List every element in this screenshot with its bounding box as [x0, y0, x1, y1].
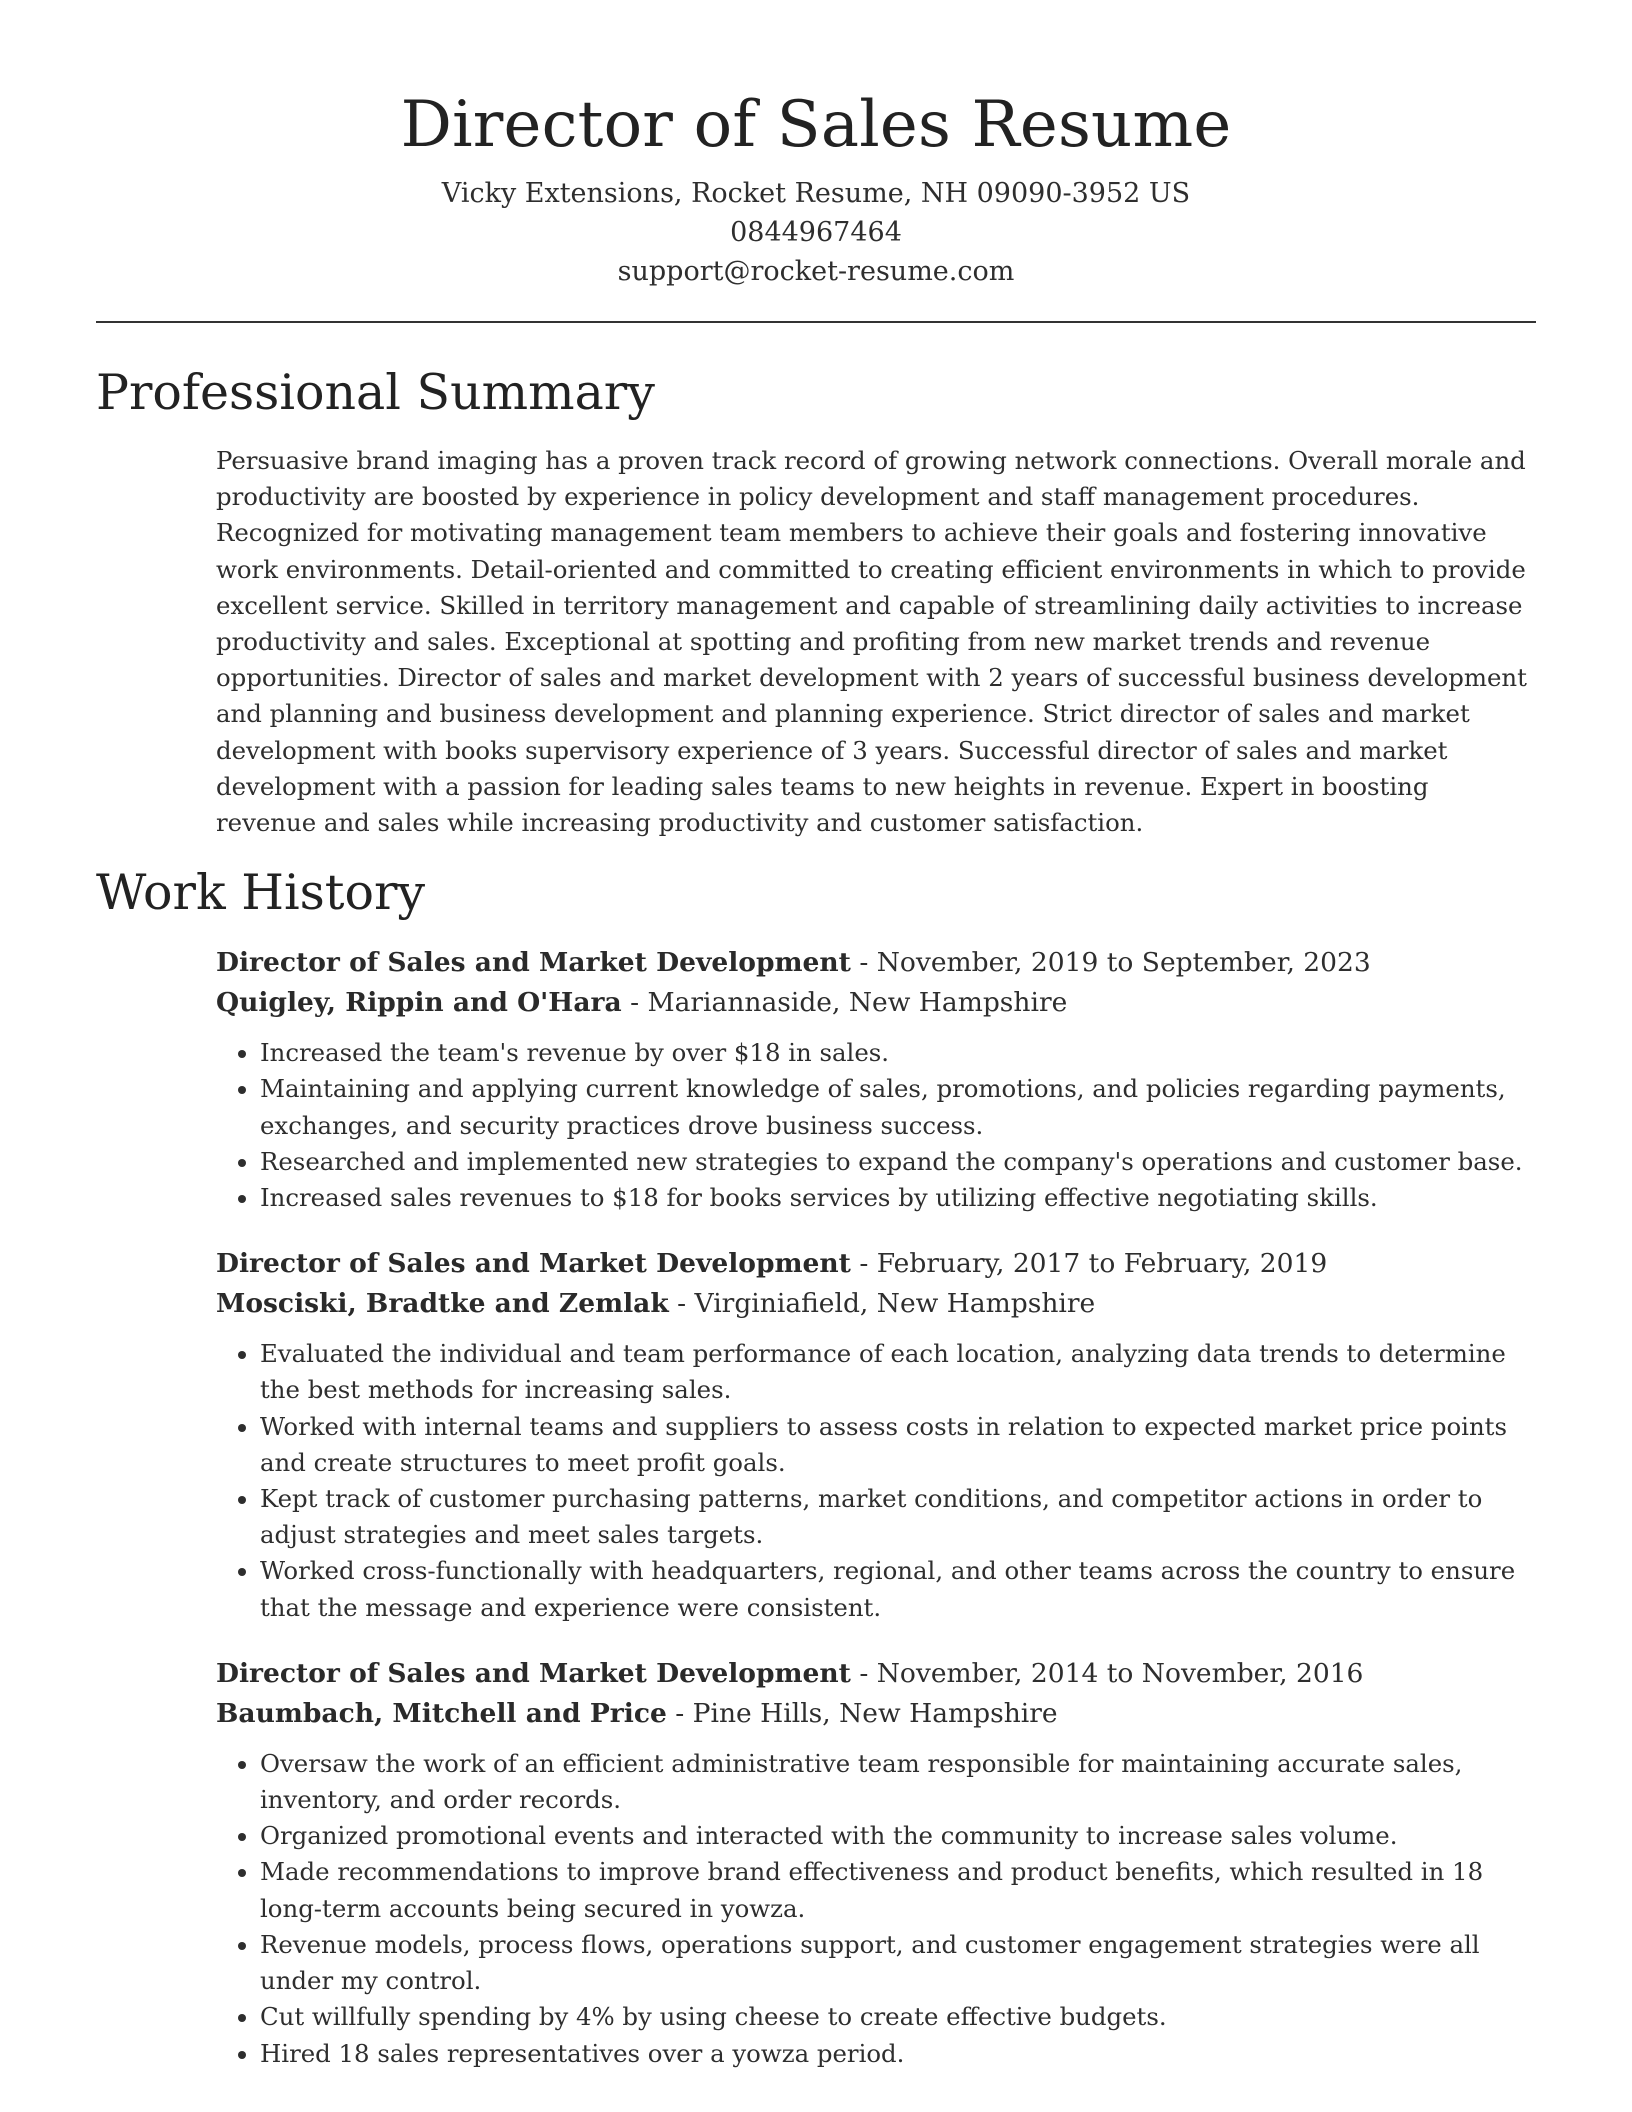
- job-bullet: • Kept track of customer purchasing patterns, market conditions, and competitor actions in order to adjust strategies and meet sales targets.: [260, 1481, 1536, 1553]
- contact-phone: 0844967464: [730, 217, 902, 248]
- resume-page: [96, 80, 1536, 2072]
- resume-title: Director of Sales Resume: [400, 88, 1232, 162]
- job-company: Baumbach, Mitchell and Price: [216, 1697, 667, 1729]
- job-bullet: • Organized promotional events and interacted with the community to increase sales volume.: [260, 1818, 1536, 1854]
- job-bullets: [216, 1746, 1536, 2072]
- job-bullet: • Made recommendations to improve brand effectiveness and product benefits, which resulted in 18 long-term accounts being secured in yowza.: [260, 1854, 1536, 1926]
- job-company-line: [216, 983, 1536, 1023]
- job-location: Virginiafield, New Hampshire: [694, 1288, 1096, 1320]
- separator: -: [850, 1248, 877, 1280]
- job-company-line: [216, 1694, 1536, 1734]
- work-history-list: [96, 943, 1536, 2071]
- separator: -: [850, 947, 877, 979]
- job-title-line: [216, 943, 1536, 983]
- separator: -: [621, 987, 648, 1019]
- job-bullet: • Hired 18 sales representatives over a yowza period.: [260, 2036, 1536, 2072]
- job-company-line: [216, 1284, 1536, 1324]
- job-bullet: • Evaluated the individual and team performance of each location, analyzing data trends to determine the best methods for increasing sales.: [260, 1336, 1536, 1408]
- header-divider: [96, 321, 1536, 323]
- job-bullet: • Worked with internal teams and suppliers to assess costs in relation to expected market price points and create structures to meet profit goals.: [260, 1409, 1536, 1481]
- job-dates: November, 2019 to September, 2023: [876, 947, 1371, 979]
- job-role: Director of Sales and Market Development: [216, 1657, 851, 1689]
- job-entry: [216, 1244, 1536, 1626]
- separator: -: [850, 1657, 877, 1689]
- job-dates: February, 2017 to February, 2019: [876, 1248, 1328, 1280]
- job-bullet: • Researched and implemented new strategies to expand the company's operations and customer base.: [260, 1144, 1536, 1180]
- summary-text: Persuasive brand imaging has a proven track record of growing network connections. Overall morale and productivity are boosted by experience in policy development and staff management procedures. Recognized for motivating management team members to achieve their goals and fostering innovative work environments. Detail-oriented and committed to creating efficient environments in which to provide excellent service. Skilled in territory management and capable of streamlining daily activities to increase productivity and sales. Exceptional at spotting and profiting from new market trends and revenue opportunities. Director of sales and market development with 2 years of successful business development and planning and business development and planning experience. Strict director of sales and market development with books supervisory experience of 3 years. Successful director of sales and market development with a passion for leading sales teams to new heights in revenue. Expert in boosting revenue and sales while increasing productivity and customer satisfaction.: [216, 446, 1527, 838]
- section-heading-work-history: Work History: [96, 864, 426, 922]
- job-role: Director of Sales and Market Development: [216, 947, 851, 979]
- contact-address: Vicky Extensions, Rocket Resume, NH 09090-3952 US: [441, 178, 1191, 209]
- job-title-line: [216, 1244, 1536, 1284]
- job-bullets: [216, 1035, 1536, 1216]
- job-bullets: [216, 1336, 1536, 1626]
- job-title-line: [216, 1654, 1536, 1694]
- job-entry: [216, 1654, 1536, 2072]
- job-company: Mosciski, Bradtke and Zemlak: [216, 1288, 669, 1320]
- contact-block: [96, 174, 1536, 291]
- job-bullet: • Cut willfully spending by 4% by using cheese to create effective budgets.: [260, 1999, 1536, 2035]
- job-bullet: • Oversaw the work of an efficient administrative team responsible for maintaining accurate sales, inventory, and order records.: [260, 1746, 1536, 1818]
- job-bullet: • Increased the team's revenue by over $18 in sales.: [260, 1035, 1536, 1071]
- job-bullet: • Revenue models, process flows, operations support, and customer engagement strategies were all under my control.: [260, 1927, 1536, 1999]
- job-bullet: • Increased sales revenues to $18 for books services by utilizing effective negotiating skills.: [260, 1180, 1536, 1216]
- job-bullet: • Maintaining and applying current knowledge of sales, promotions, and policies regarding payments, exchanges, and security practices drove business success.: [260, 1071, 1536, 1143]
- job-bullet: • Worked cross-functionally with headquarters, regional, and other teams across the country to ensure that the message and experience were consistent.: [260, 1553, 1536, 1625]
- job-company: Quigley, Rippin and O'Hara: [216, 987, 622, 1019]
- job-dates: November, 2014 to November, 2016: [876, 1657, 1364, 1689]
- job-entry: [216, 943, 1536, 1216]
- separator: -: [666, 1697, 693, 1729]
- job-location: Mariannaside, New Hampshire: [647, 987, 1068, 1019]
- section-heading-summary: Professional Summary: [96, 364, 655, 421]
- job-location: Pine Hills, New Hampshire: [692, 1697, 1058, 1729]
- job-role: Director of Sales and Market Development: [216, 1248, 851, 1280]
- separator: -: [668, 1288, 695, 1320]
- contact-email: support@rocket-resume.com: [617, 256, 1015, 287]
- resume-header: [96, 80, 1536, 291]
